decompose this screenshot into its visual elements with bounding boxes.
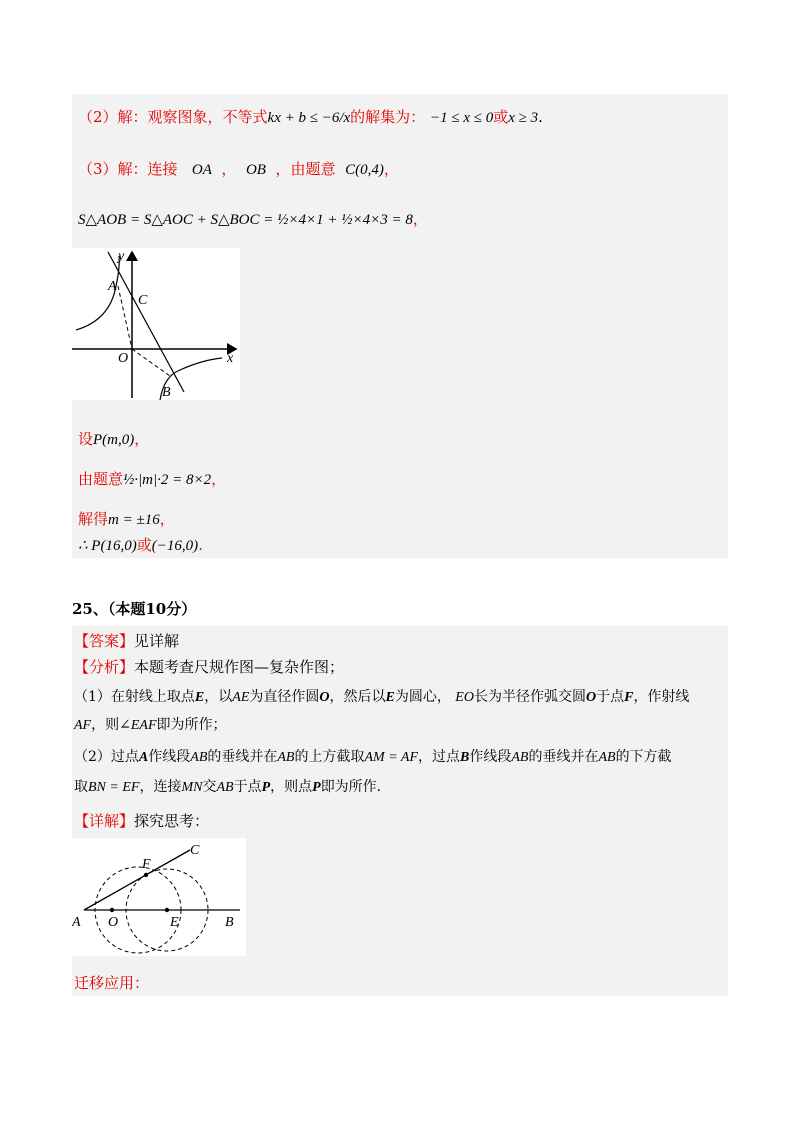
solve-comma: ，	[159, 510, 175, 528]
answer-line	[74, 630, 179, 652]
therefore-period: .	[198, 536, 203, 554]
label-x: x	[227, 351, 234, 366]
label-a: A	[108, 279, 117, 294]
by-q-equation: ½·|m|·2 = 8×2	[123, 472, 212, 488]
solve-text: 解得	[78, 510, 109, 528]
step1-line-2: AF，则∠EAF即为所作；	[74, 717, 227, 733]
therefore-p1: ∴ P(16,0)	[78, 538, 137, 554]
area-equation: S△AOB = S△AOC + S△BOC = ½×4×1 + ½×4×3 = 8	[78, 212, 413, 228]
comma-end: ，	[383, 160, 399, 178]
detail-tag: 【详解】	[74, 812, 135, 830]
question-25-heading: 25、（本题10分）	[72, 600, 197, 618]
or-word: 或	[493, 108, 509, 126]
part2-mid: 的解集为：	[350, 108, 426, 126]
label-b: B	[162, 385, 171, 400]
graph-figure	[72, 248, 240, 400]
graph-svg	[72, 248, 240, 400]
segment-ob-dashed	[132, 349, 170, 376]
area-comma: ，	[412, 210, 428, 228]
line-ab	[108, 252, 184, 392]
solution-block-2	[72, 626, 728, 996]
answer-text: 见详解	[134, 632, 180, 650]
segment-ob: OB	[245, 162, 266, 178]
comma: ，	[221, 160, 237, 178]
let-comma: ，	[134, 430, 150, 448]
point-f-dot	[144, 873, 148, 877]
fig2-label-a: A	[72, 915, 81, 930]
analysis-text: 本题考查尺规作图—复杂作图；	[134, 658, 345, 676]
point-c: C(0,4)	[345, 162, 384, 178]
label-y: y	[118, 249, 125, 264]
by-question-line	[78, 468, 226, 491]
segment-oa: OA	[191, 162, 212, 178]
transfer-line	[74, 972, 149, 994]
part3-line	[78, 158, 399, 181]
part2-line	[78, 106, 543, 129]
point-o-dot	[110, 908, 114, 912]
fig2-label-b: B	[225, 915, 234, 930]
transfer-text: 迁移应用：	[74, 974, 150, 992]
ray-ac	[84, 850, 190, 910]
solution-1: −1 ≤ x ≤ 0	[429, 110, 494, 126]
analysis-line	[74, 656, 344, 678]
fig2-label-f: F	[142, 857, 151, 872]
solution-block-1	[72, 94, 728, 558]
by-q-comma: ，	[211, 470, 227, 488]
label-o: O	[118, 351, 129, 366]
point-e-dot	[165, 908, 169, 912]
detail-line	[74, 810, 209, 832]
therefore-or: 或	[136, 536, 152, 554]
period: .	[538, 108, 543, 126]
construction-figure	[72, 838, 246, 956]
construction-svg	[72, 838, 246, 956]
solution-2: x ≥ 3	[508, 110, 539, 126]
therefore-p2: (−16,0)	[151, 538, 199, 554]
step2-line: （2）过点A作线段AB的垂线并在AB的上方截取AM = AF，过点B作线段AB的垂线并在AB的下方截	[74, 749, 672, 765]
part3-mid: ，由题意	[275, 160, 336, 178]
fig2-label-o: O	[108, 915, 119, 930]
analysis-tag: 【分析】	[74, 658, 135, 676]
by-q-text: 由题意	[78, 470, 124, 488]
therefore-line	[78, 534, 203, 557]
step1-line: （1）在射线上取点E，以AE为直径作圆O，然后以E为圆心， EO长为半径作弧交圆O于点F，作射线	[74, 689, 690, 705]
segment-oa-dashed	[118, 286, 132, 349]
let-text: 设	[78, 430, 94, 448]
fig2-label-e: E	[170, 915, 179, 930]
part2-label: （2）解：观察图象，不等式	[78, 108, 268, 126]
solve-equation: m = ±16	[108, 512, 160, 528]
answer-tag: 【答案】	[74, 632, 135, 650]
part3-label: （3）解：连接	[78, 160, 178, 178]
point-p: P(m,0)	[93, 432, 135, 448]
let-p-line	[78, 428, 149, 451]
area-equation-line	[78, 208, 428, 231]
fig2-label-c: C	[190, 843, 200, 858]
detail-text: 探究思考：	[134, 812, 210, 830]
step2-line-2: 取BN = EF，连接MN交AB于点P，则点P即为所作.	[74, 779, 382, 795]
inequality: kx + b ≤ −6/x	[267, 110, 351, 126]
solve-line	[78, 508, 175, 531]
label-c: C	[138, 293, 148, 308]
